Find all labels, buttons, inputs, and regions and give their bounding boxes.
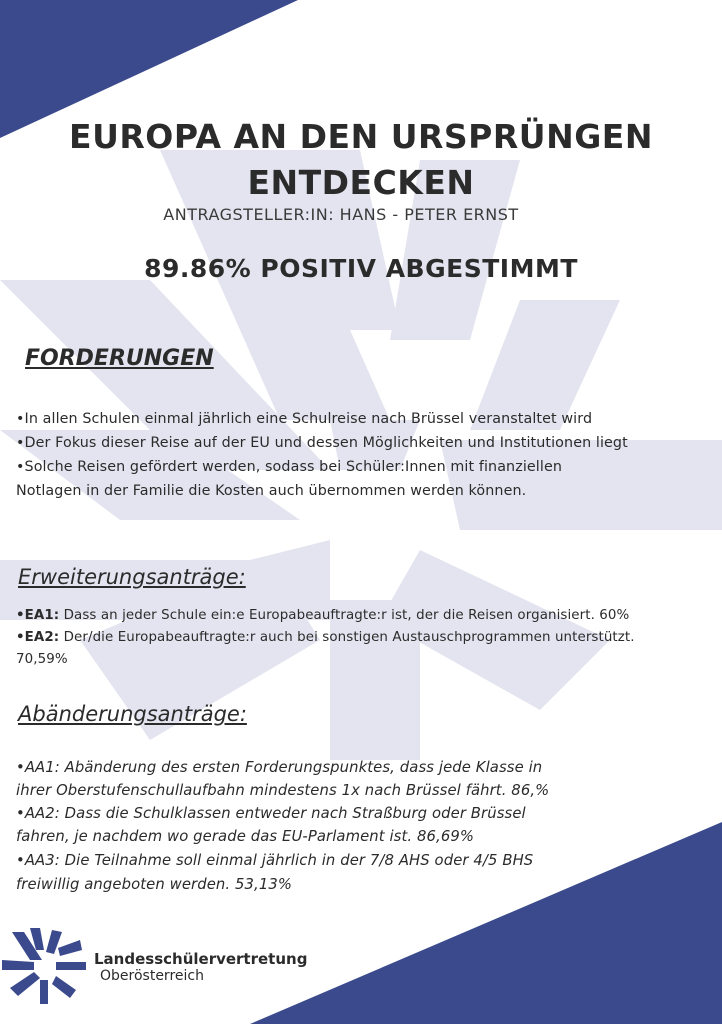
title-line-1: EUROPA AN DEN URSPRÜNGEN [69, 117, 653, 156]
watermark-arrows-icon [0, 150, 722, 760]
vote-result: 89.86% POSITIV ABGESTIMMT [144, 254, 578, 283]
forderung-line: •Der Fokus dieser Reise auf der EU und dessen Möglichkeiten und Institutionen liegt [16, 435, 628, 451]
abaenderung-line: •AA1: Abänderung des ersten Forderungspunktes, dass jede Klasse in [16, 759, 543, 776]
erweiterung-item-text: Der/die Europabeauftragte:r auch bei sonstigen Austauschprogrammen unterstützt. [59, 630, 635, 645]
abaenderung-line: fahren, je nachdem wo gerade das EU-Parlament ist. 86,69% [16, 828, 475, 845]
abaenderung-line: •AA2: Dass die Schulklassen entweder nach Straßburg oder Brüssel [16, 805, 526, 822]
logo-region: Oberösterreich [100, 968, 204, 984]
page-title [0, 114, 722, 206]
abaenderung-heading: Abänderungsanträge: [18, 702, 247, 726]
erweiterung-item [16, 630, 635, 645]
erweiterung-item [16, 608, 629, 623]
erweiterung-item-label: •EA2: [16, 630, 60, 645]
erweiterung-item-text: Dass an jeder Schule ein:e Europabeauftragte:r ist, der die Reisen organisiert. 60% [59, 608, 630, 623]
applicant-line: ANTRAGSTELLER:IN: HANS - PETER ERNST [163, 205, 519, 224]
logo-arrows [2, 928, 86, 1004]
forderungen-heading: FORDERUNGEN [25, 346, 214, 371]
forderung-line: Notlagen in der Familie die Kosten auch übernommen werden können. [16, 483, 527, 499]
erweiterung-heading: Erweiterungsanträge: [18, 565, 246, 589]
abaenderung-line: freiwillig angeboten werden. 53,13% [16, 876, 293, 893]
title-line-2: ENTDECKEN [247, 163, 475, 202]
abaenderung-line: ihrer Oberstufenschullaufbahn mindestens 1x nach Brüssel fährt. 86,% [16, 782, 550, 799]
erweiterung-continuation: 70,59% [16, 652, 68, 667]
forderung-line: •Solche Reisen gefördert werden, sodass bei Schüler:Innen mit finanziellen [16, 459, 562, 475]
logo-name: Landesschülervertretung [94, 950, 308, 968]
erweiterung-item-label: •EA1: [16, 608, 60, 623]
forderung-line: •In allen Schulen einmal jährlich eine Schulreise nach Brüssel veranstaltet wird [16, 411, 593, 427]
abaenderung-line: •AA3: Die Teilnahme soll einmal jährlich in der 7/8 AHS oder 4/5 BHS [16, 852, 534, 869]
